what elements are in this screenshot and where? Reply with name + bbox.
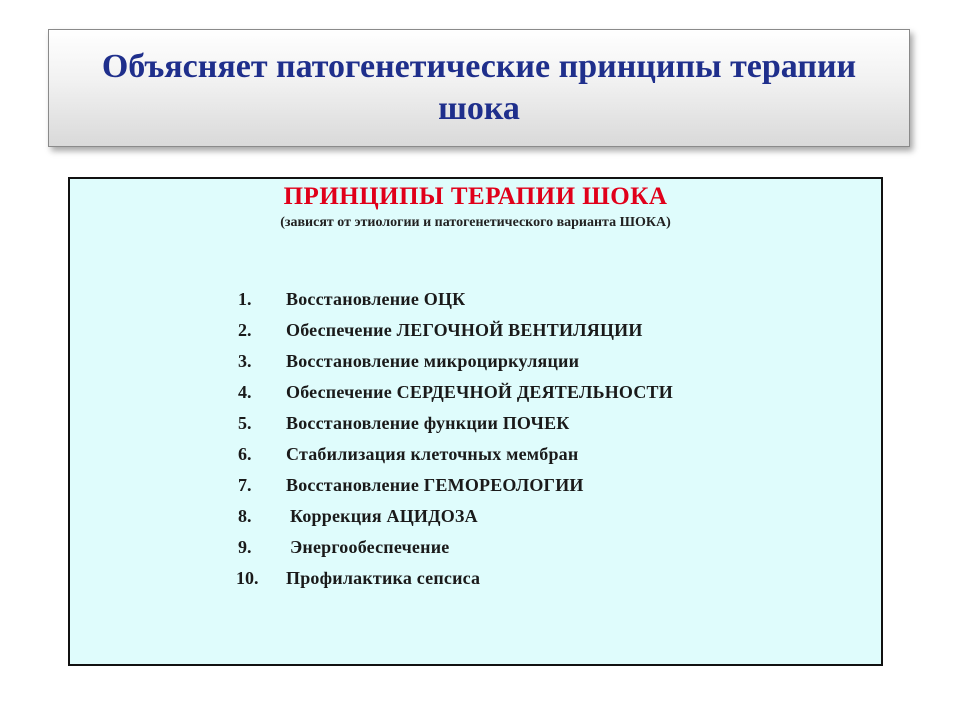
principles-panel xyxy=(68,177,883,666)
list-item-number: 7. xyxy=(238,475,252,495)
list-item-text: Обеспечение СЕРДЕЧНОЙ ДЕЯТЕЛЬНОСТИ xyxy=(286,382,673,402)
list-item-text: Коррекция АЦИДОЗА xyxy=(290,506,478,526)
list-item-number: 9. xyxy=(238,537,252,557)
slide-title: Объясняет патогенетические принципы терапии шока xyxy=(101,48,857,127)
list-item-number: 4. xyxy=(238,382,252,402)
panel-subheading: (зависят от этиологии и патогенетического варианта ШОКА) xyxy=(280,215,671,230)
list-item-number: 2. xyxy=(238,320,252,340)
list-item-text: Стабилизация клеточных мембран xyxy=(286,444,579,464)
list-item-text: Восстановление ОЦК xyxy=(286,289,466,309)
list-item-text: Профилактика сепсиса xyxy=(286,568,481,588)
list-item-text: Восстановление микроциркуляции xyxy=(286,351,580,371)
list-item-text: Восстановление функции ПОЧЕК xyxy=(286,413,570,433)
list-item-number: 1. xyxy=(238,289,252,309)
list-item-number: 3. xyxy=(238,351,252,371)
list-item-text: Энергообеспечение xyxy=(290,537,450,557)
list-item-number: 8. xyxy=(238,506,252,526)
list-item-text: Восстановление ГЕМОРЕОЛОГИИ xyxy=(286,475,584,495)
slide-title-box xyxy=(48,29,910,147)
panel-heading: ПРИНЦИПЫ ТЕРАПИИ ШОКА xyxy=(283,183,668,210)
list-item-text: Обеспечение ЛЕГОЧНОЙ ВЕНТИЛЯЦИИ xyxy=(286,320,643,340)
list-item-number: 6. xyxy=(238,444,252,464)
list-item-number: 10. xyxy=(236,568,259,588)
list-item-number: 5. xyxy=(238,413,252,433)
